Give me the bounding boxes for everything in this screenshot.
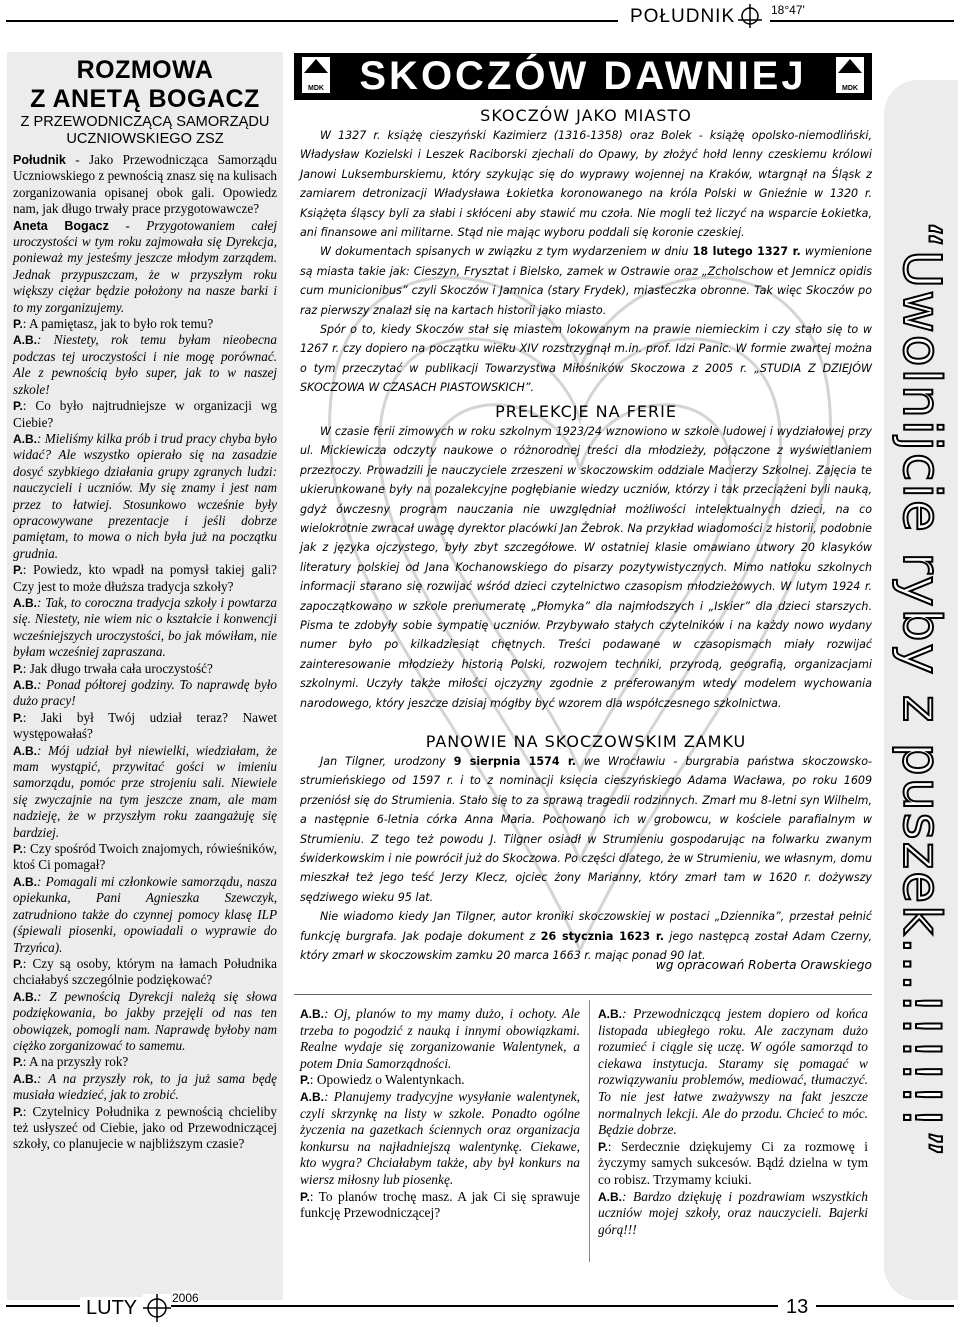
question-paragraph: P.: Czy są osoby, którym na łamach Południka chciałabyś szczególnie podziękować?: [13, 955, 277, 988]
vertical-slogan: “Uwolnijcie ryby z puszek...!!!!!!”: [891, 221, 951, 1159]
paragraph: Nie wiadomo kiedy Jan Tilgner, autor kroniki skoczowskiej w postaci „Dziennika”, przestał pełnić funkcję burgrafa. Jak podaje dokument z 26 stycznia 1623 r. jego następcą został Adam Czerny, który zmarł w skoczowskim zamku 20 marca 1663 r. mając ponad 90 lat.: [300, 910, 872, 963]
issue-month: LUTY: [80, 1297, 143, 1320]
meridian-cross-icon: [738, 4, 762, 28]
header-rule: [6, 20, 618, 22]
interview-qa-list: [13, 316, 277, 1153]
question-paragraph: P.: To planów trochę masz. A jak Ci się sprawuje funkcję Przewodniczącej?: [300, 1188, 580, 1221]
answer-paragraph: A.B.: Mój udział był niewielki, wiedziałam, że mam wystąpić, przywitać gości w imieniu samorządu, pomóc prze strojeniu sali. Niewiele się zwyczajnie na tym jeszcze znam, ale mam nadzieję, że w przyszłym roku zaangażuję się bardziej.: [13, 742, 277, 840]
interview-column: [7, 52, 283, 1300]
section-body-lectures: [300, 422, 872, 713]
question-paragraph: P.: Co było najtrudniejsze w organizacji wg Ciebie?: [13, 398, 277, 430]
question-paragraph: P.: Jak długo trwała cała uroczystość?: [13, 660, 213, 676]
paragraph: Jan Tilgner, urodzony 9 sierpnia 1574 r. we Wrocławiu - burgrabia państwa skoczowsko-strumieńskiego od 1597 r. i to z nominacji księcia cieszyńskiego Adama Wacława, po roku 1609 przeniósł się do Strumienia. Stało się to za sprawą tragedii rodzinnych. Zmarł mu 8-letni syn Wilhelm, a następnie 6-letnia córka Anna Maria. Pochowano ich w grobowcu, w kościele parafialnym w Strumieniu. Z tego też powodu J. Tilgner osiadł w Strumieniu gospodarując na folwarku zwanym świderkowskim i nie powrócił już do Skoczowa. Po części dlatego, że w Strumieniu, we własnym, domu mieszkał też jego teść Jerzy Klecz, ojciec żony Marianny, który zmarł tam w 1620 r. dożywszy sędziwego wieku 95 lat.: [300, 755, 872, 904]
answer-paragraph: A.B.: Przewodniczącą jestem dopiero od końca listopada ubiegłego roku. Ale zaczynam dużo rozumieć i ciągle się uczę. W ogóle samorząd to ciekawa instytucja. Staramy się pomagać w rozwiązywaniu problemów, mediować, tłumaczyć. To nie jest łatwe zważywszy na fakt jeszcze normalnych lekcji. Ale do przodu. Chcieć to móc. Będzie dobrze.: [598, 1006, 868, 1138]
meridian-coordinate: 18°47': [771, 3, 805, 17]
answer-paragraph: A.B.: Mieliśmy kilka prób i trud pracy chyba było widać? Ale wszystko opierało się na zasadzie dosyć szybkiego działania grupy zgranych ludzi: nauczycieli i uczniów. My się znamy i jest nam przez to łatwiej. Stosunkowo wcześnie były opracowywane prezentacje i jeśli dobrze pamiętam, to mowa o nich była już na początku grudnia.: [13, 430, 277, 561]
interview-continuation-col1: [300, 1006, 580, 1222]
header-rule-right: [770, 20, 954, 22]
page-number: 13: [778, 1296, 816, 1319]
issue-year: 2006: [172, 1291, 199, 1305]
interview-intro: Południk - Jako Przewodnicząca Samorządu Uczniowskiego z pewnością znasz się na kulisach zorganizowania opisanej obok gali. Opowiedz nam, jak długo trwały prace przygotowawcze?: [13, 152, 277, 217]
interview-first-answer: Aneta Bogacz - Przygotowaniem całej uroczystości w tym roku zajmowała się Dyrekcja, ponieważ my jesteśmy jeszcze młodym zarządem. Jednak przypuszczam, że w przyszłym roku większy ciężar będzie położony na nasze barki i to my zorganizujemy.: [13, 217, 277, 315]
interview-continuation-col2: [598, 1006, 868, 1238]
section-body-town: [300, 126, 872, 398]
meridian-cross-icon: [143, 1294, 171, 1322]
question-paragraph: P.: Jaki był Twój udział teraz? Nawet występowałaś?: [13, 709, 277, 742]
divider: [294, 994, 872, 995]
banner-title: SKOCZÓW DAWNIEJ: [359, 54, 807, 98]
section-banner: [294, 53, 872, 100]
answer-paragraph: A.B.: Bardzo dziękuję i pozdrawiam wszystkich uczniów mojej szkoły, oraz nauczycieli. Bajerki górą!!!: [598, 1188, 868, 1237]
answer-paragraph: A.B.: Planujemy tradycyjne wysyłanie walentynek, czyli skrzynkę na listy w szkole. Ponadto ogólne życzenia na gazetkach ściennych oraz organizacja konkursu na najładniejszą walentynkę. Ciekawe, kto wygra? Chciałabym także, aby był konkurs na wiersz miłosny lub piosenkę.: [300, 1088, 580, 1187]
interview-subtitle-line2: UCZNIOWSKIEGO ZSZ: [66, 131, 224, 147]
answer-paragraph: A.B.: Tak, to coroczna tradycja szkoły i powtarza się. Niestety, nie wiem nic o kształcie i konwencji wcześniejszych uroczystości, bo jak mówiłam, nie byłam wcześniej zapraszana.: [13, 594, 277, 660]
answer-paragraph: A.B.: Ponad półtorej godziny. To naprawdę było dużo pracy!: [13, 677, 277, 709]
question-paragraph: P.: Czy spośród Twoich znajomych, rówieśników, ktoś Ci pomagał?: [13, 841, 277, 873]
question-paragraph: P.: Czytelnicy Południka z pewnością chcieliby też usłyszeć od Ciebie, jako od Przewodniczącej szkoły, co planujecie w najbliższym czasie?: [13, 1103, 277, 1152]
magazine-title: POŁUDNIK: [630, 6, 736, 27]
section-heading-town: SKOCZÓW JAKO MIASTO: [480, 106, 692, 125]
paragraph: W 1327 r. książę cieszyński Kazimierz (1316-1358) oraz Bolek - książę opolsko-niemodliński, Władysław Kozielski i Leszek Raciborski zjechali do Opawy, by złożyć hołd lenny czeskiemu królowi Janowi Luksemburskiemu, który szykując się do wyprawy wojennej na Kraków, wtargnął na Śląsk z zamiarem detronizacji Władysława Łokietka koronowanego na króla Polski w Gnieźnie w 1320 r. Książęta śląscy byli za słabi i skłóceni aby stawić mu czoła. Nie mogli też liczyć na wsparcie Łokietka, ani finansowe ani militarne. Stąd nie mając wyboru poddali się koronie czeskiej.: [300, 129, 872, 240]
answer-paragraph: A.B.: Oj, planów to my mamy dużo, i ochoty. Ale trzeba to pogodzić z nauką i innymi obowiązkami. Realne wydaje się zorganizowanie Walentynek, a potem Dnia Samorządności.: [300, 1006, 580, 1071]
paragraph: Spór o to, kiedy Skoczów stał się miastem lokowanym na prawie niemieckim i czy stało się to w 1267 r. czy dopiero na początku wieku XIV rozstrzygnął m.in. prof. Idzi Panic. W formie zwartej można o tym przeczytać w publikacji Towarzystwa Miłośników Skoczowa z 2005 r. „STUDIA Z DZIEJÓW SKOCZOWA W CZASACH PIASTOWSKICH”.: [300, 323, 872, 395]
paragraph: W dokumentach spisanych w związku z tym wydarzeniem w dniu 18 lutego 1327 r. wymienione są miasta takie jak: Cieszyn, Frysztat i Bielsko, zamek w Ostrawie oraz „Zcholschow et Jemnicz opidis cum municionibus” czyli Skoczów i Jamnica (stary Frydek), miasteczka obronne. Tak więc Skoczów po raz pierwszy znalazł się na kartach historii jako miasto.: [300, 245, 872, 317]
question-paragraph: P.: Opowiedz o Walentynkach.: [300, 1072, 465, 1088]
mdk-logo-icon: MDK: [302, 57, 330, 93]
mdk-logo-icon: MDK: [836, 57, 864, 93]
interview-title-line1: ROZMOWA: [76, 56, 214, 84]
question-paragraph: P.: Powiedz, kto wpadł na pomysł takiej gali? Czy jest to może dłuższa tradycja szkoły?: [13, 562, 277, 594]
section-heading-castle: PANOWIE NA SKOCZOWSKIM ZAMKU: [425, 732, 747, 751]
answer-paragraph: A.B.: A na przyszły rok, to ja już sama będę musiała wiedzieć, jak to zrobić.: [13, 1070, 277, 1103]
question-paragraph: P.: Serdecznie dziękujemy Ci za rozmowę i życzymy samych sukcesów. Bądź dzielna w tym co robisz. Trzymamy kciuki.: [598, 1138, 868, 1187]
answer-paragraph: A.B.: Niestety, rok temu byłam nieobecna podczas tej uroczystości i nie mogę porównać. Ale z pewnością było super, jak to w naszej szkole!: [13, 332, 277, 397]
author-signature: wg opracowań Roberta Orawskiego: [655, 958, 872, 972]
section-heading-lectures: PRELEKCJE NA FERIE: [495, 402, 677, 421]
question-paragraph: P.: A pamiętasz, jak to było rok temu?: [13, 316, 214, 332]
answer-paragraph: A.B.: Pomagali mi członkowie samorządu, nasza opiekunka, Pani Agnieszka Szewczyk, zatrudniono także do czynnej pomocy klasę ILP (śpiewali piosenki, opowiadali o wyprawie do Trzyńca).: [13, 873, 277, 955]
divider: [589, 1000, 590, 1262]
interview-subtitle-line1: Z PRZEWODNICZĄCĄ SAMORZĄDU: [20, 114, 270, 130]
paragraph: W czasie ferii zimowych w roku szkolnym 1923/24 wznowiono w szkole ludowej i wydziałowej przy ul. Mickiewicza odczyty naukowe o różnorodnej treści dla młodzieży, połączone z wyświetlaniem przezroczy. Prowadzili je nauczyciele zrzeszeni w skoczowskim oddziale Macierzy Szkolnej. Zajęcia te ukierunkowane były na pozalekcyjne pogłębianie wiedzy uczniów, którzy i tak przeciążeni byli nauką, gdyż ówczesny program nauczania nie uwzględniał możliwości intelektualnych dzieci, na co wielokrotnie zwracał uwagę dyrektor placówki Jan Żebrok. Na przykład wiadomości z historii, podobnie jak z języka ojczystego, były zbyt szczegółowe. W ostatniej klasie omawiano utwory 20 klasyków literatury polskiej od Jana Kochanowskiego do pisarzy pozytywistycznych. Mimo natłoku szkolnych informacji starano się rozwijać wśród dzieci czytelnictwo czasopism młodzieżowych. W lutym 1924 r. zapoczątkowano w szkole prenumeratę „Płomyka” dla najmłodszych i „Iskier” dla dzieci starszych. Pisma te zdobyły sobie sympatię uczniów. Przybywało stałych czytelników i na każdy nowo wydany numer było po kilkadziesiąt chętnych. Treści podawane w czasopismach miały rozwijać zainteresowanie młodzieży historią Polski, rozwojem techniki, przyrodą, geografią, organizacjami szkolnymi. Uczyły także miłości ojczyzny zgodnie z preferowanym wtedy modelem wychowania narodowego, który jeszcze dzisiaj mógłby być wzorem dla współczesnego szkolnictwa.: [300, 425, 872, 710]
interview-title-line2: Z ANETĄ BOGACZ: [30, 85, 260, 113]
section-body-castle: [300, 752, 872, 965]
answer-paragraph: A.B.: Z pewnością Dyrekcji należą się słowa podziękowania, bo jakby przejęli od nas ten obowiązek, pomogli nam. Naprawdę byłoby nam ciężko zorganizować to samemu.: [13, 988, 277, 1053]
question-paragraph: P.: A na przyszły rok?: [13, 1054, 129, 1070]
